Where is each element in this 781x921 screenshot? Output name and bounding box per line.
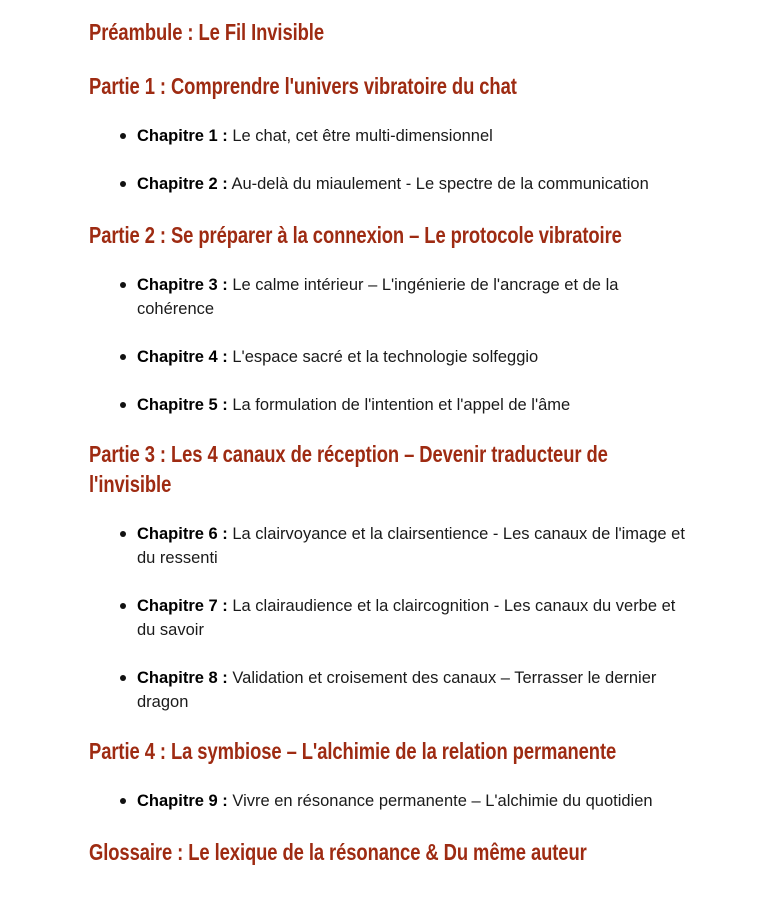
section-heading-partie-3: Partie 3 : Les 4 canaux de réception – Devenir traducteur de l'invisible [89, 441, 608, 497]
chapter-label: Chapitre 8 : [137, 669, 228, 687]
section-heading-partie-4: Partie 4 : La symbiose – L'alchimie de la relation permanente [89, 738, 617, 764]
section-heading-preambule: Préambule : Le Fil Invisible [89, 19, 324, 45]
chapter-label: Chapitre 1 : [137, 127, 228, 145]
section-block-glossaire [89, 813, 691, 867]
section-heading-partie-1: Partie 1 : Comprendre l'univers vibratoire du chat [89, 73, 517, 99]
section-block-partie-1 [89, 47, 691, 101]
chapter-text: La formulation de l'intention et l'appel de l'âme [227, 396, 571, 414]
list-item [89, 273, 691, 321]
chapter-text: Vivre en résonance permanente – L'alchimie du quotidien [227, 792, 653, 810]
chapter-label: Chapitre 7 : [137, 597, 228, 615]
chapter-text: L'espace sacré et la technologie solfeggio [227, 348, 539, 366]
chapter-label: Chapitre 4 : [137, 348, 228, 366]
bullet-icon [120, 133, 126, 139]
section-heading-partie-2: Partie 2 : Se préparer à la connexion – Le protocole vibratoire [89, 222, 622, 248]
chapter-text: Le calme intérieur – L'ingénierie de l'ancrage et de la cohérence [137, 276, 619, 318]
bullet-icon [120, 354, 126, 360]
list-item [89, 522, 691, 570]
list-item [89, 393, 691, 417]
section-block-partie-4 [89, 714, 691, 766]
chapter-list-partie-3 [89, 522, 691, 714]
table-of-contents [89, 0, 691, 867]
chapter-text: La clairaudience et la claircognition - Les canaux du verbe et du savoir [137, 597, 676, 639]
list-item [89, 345, 691, 369]
list-item [89, 594, 691, 642]
bullet-icon [120, 402, 126, 408]
list-item [89, 666, 691, 714]
chapter-label: Chapitre 2 : [137, 175, 228, 193]
bullet-icon [120, 531, 126, 537]
chapter-label: Chapitre 5 : [137, 396, 228, 414]
chapter-text: La clairvoyance et la clairsentience - Les canaux de l'image et du ressenti [137, 525, 685, 567]
chapter-text: Le chat, cet être multi-dimensionnel [227, 127, 493, 145]
chapter-list-partie-1 [89, 124, 691, 196]
bullet-icon [120, 603, 126, 609]
section-block-partie-2 [89, 196, 691, 250]
bullet-icon [120, 798, 126, 804]
list-item [89, 124, 691, 148]
section-heading-glossaire: Glossaire : Le lexique de la résonance & Du même auteur [89, 839, 587, 865]
bullet-icon [120, 181, 126, 187]
chapter-text: Validation et croisement des canaux – Terrasser le dernier dragon [137, 669, 657, 711]
chapter-label: Chapitre 3 : [137, 276, 228, 294]
section-block-preambule [89, 0, 691, 47]
chapter-label: Chapitre 6 : [137, 525, 228, 543]
section-block-partie-3 [89, 417, 691, 499]
chapter-label: Chapitre 9 : [137, 792, 228, 810]
chapter-text: Au-delà du miaulement - Le spectre de la communication [227, 175, 649, 193]
bullet-icon [120, 282, 126, 288]
chapter-list-partie-4 [89, 789, 691, 813]
list-item [89, 789, 691, 813]
bullet-icon [120, 675, 126, 681]
list-item [89, 172, 691, 196]
chapter-list-partie-2 [89, 273, 691, 417]
